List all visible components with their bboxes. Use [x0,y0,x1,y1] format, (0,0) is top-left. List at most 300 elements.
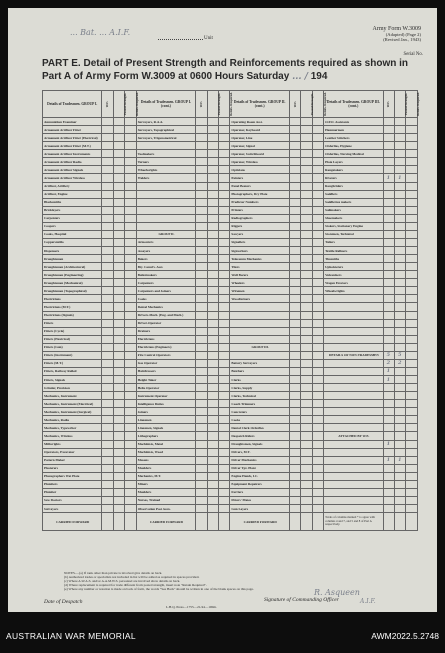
count-cell[interactable] [301,424,312,432]
count-cell[interactable] [125,505,136,513]
count-cell[interactable] [301,230,312,238]
count-cell[interactable] [395,472,406,480]
count-cell[interactable] [196,287,207,295]
count-cell[interactable] [301,295,312,303]
count-cell[interactable] [312,319,323,327]
count-cell[interactable] [219,198,230,206]
count-cell[interactable] [406,424,418,432]
count-cell[interactable] [383,279,394,287]
count-cell[interactable] [406,480,418,488]
carried-forward-cell[interactable] [383,513,394,531]
count-cell[interactable] [196,505,207,513]
count-cell[interactable] [289,367,300,375]
count-cell[interactable] [113,343,124,351]
count-cell[interactable] [113,190,124,198]
count-cell[interactable] [301,359,312,367]
count-cell[interactable] [125,472,136,480]
count-cell[interactable] [383,400,394,408]
count-cell[interactable] [395,384,406,392]
count-cell[interactable] [289,230,300,238]
count-cell[interactable] [219,424,230,432]
count-cell[interactable] [301,271,312,279]
count-cell[interactable] [301,440,312,448]
count-cell[interactable] [196,174,207,182]
count-cell[interactable] [383,448,394,456]
count-cell[interactable] [289,295,300,303]
count-cell[interactable] [207,448,218,456]
count-cell[interactable] [406,174,418,182]
count-cell[interactable] [219,440,230,448]
count-cell[interactable] [395,392,406,400]
count-cell[interactable] [219,271,230,279]
count-cell[interactable] [383,263,394,271]
count-cell[interactable] [289,126,300,134]
count-cell[interactable] [102,230,113,238]
count-cell[interactable] [113,456,124,464]
count-cell[interactable] [113,416,124,424]
count-cell[interactable] [289,351,300,359]
count-cell[interactable] [113,303,124,311]
count-cell[interactable] [219,222,230,230]
count-cell[interactable] [219,134,230,142]
count-cell[interactable] [219,263,230,271]
count-cell[interactable] [125,238,136,246]
count-cell[interactable] [102,432,113,440]
count-cell[interactable] [395,327,406,335]
count-cell[interactable] [312,464,323,472]
count-cell[interactable] [406,255,418,263]
count-cell[interactable] [289,448,300,456]
count-cell[interactable] [395,416,406,424]
count-cell[interactable] [406,126,418,134]
carried-forward-cell[interactable] [406,513,418,531]
count-cell[interactable] [395,150,406,158]
count-cell[interactable] [383,327,394,335]
count-cell[interactable] [312,247,323,255]
count-cell[interactable] [289,271,300,279]
count-cell[interactable] [406,335,418,343]
count-cell[interactable] [196,190,207,198]
count-cell[interactable] [102,166,113,174]
count-cell[interactable] [312,400,323,408]
count-cell[interactable] [406,384,418,392]
count-cell[interactable] [113,448,124,456]
count-cell[interactable] [289,464,300,472]
count-cell[interactable] [406,456,418,464]
count-cell[interactable] [312,376,323,384]
count-cell[interactable] [383,247,394,255]
count-cell[interactable] [207,335,218,343]
carried-forward-cell[interactable] [312,513,323,531]
count-cell[interactable] [125,158,136,166]
count-cell[interactable] [301,287,312,295]
count-cell[interactable] [113,222,124,230]
count-cell[interactable] [196,182,207,190]
count-cell[interactable] [395,126,406,134]
count-cell[interactable] [219,384,230,392]
count-cell[interactable] [102,174,113,182]
count-cell[interactable] [125,134,136,142]
count-cell[interactable] [113,335,124,343]
count-cell[interactable] [125,335,136,343]
count-cell[interactable] [113,214,124,222]
count-cell[interactable] [395,255,406,263]
count-cell[interactable] [383,150,394,158]
count-cell[interactable] [301,255,312,263]
count-cell[interactable] [312,424,323,432]
count-cell[interactable] [219,392,230,400]
count-cell[interactable] [207,496,218,504]
count-cell[interactable] [125,400,136,408]
count-cell[interactable] [289,206,300,214]
count-cell[interactable] [395,505,406,513]
count-cell[interactable] [113,327,124,335]
count-cell[interactable] [125,287,136,295]
count-cell[interactable] [125,198,136,206]
count-cell[interactable] [312,158,323,166]
count-cell[interactable] [219,376,230,384]
count-cell[interactable] [113,392,124,400]
count-cell[interactable] [125,424,136,432]
count-cell[interactable] [196,480,207,488]
count-cell[interactable] [102,392,113,400]
count-cell[interactable] [406,400,418,408]
count-cell[interactable] [196,271,207,279]
count-cell[interactable] [289,400,300,408]
count-cell[interactable] [383,488,394,496]
count-cell[interactable] [102,472,113,480]
count-cell[interactable] [312,182,323,190]
count-cell[interactable] [383,496,394,504]
count-cell[interactable] [383,359,394,367]
count-cell[interactable] [196,440,207,448]
count-cell[interactable] [406,432,418,440]
count-cell[interactable] [113,505,124,513]
count-cell[interactable] [289,238,300,246]
count-cell[interactable] [406,198,418,206]
count-cell[interactable] [102,311,113,319]
count-cell[interactable] [102,158,113,166]
count-cell[interactable] [301,238,312,246]
count-cell[interactable] [301,247,312,255]
count-cell[interactable] [383,376,394,384]
count-cell[interactable] [207,456,218,464]
count-cell[interactable] [207,134,218,142]
count-cell[interactable] [301,198,312,206]
count-cell[interactable] [219,432,230,440]
count-cell[interactable] [219,279,230,287]
count-cell[interactable] [113,247,124,255]
count-cell[interactable] [289,118,300,126]
count-cell[interactable] [102,263,113,271]
count-cell[interactable] [289,327,300,335]
count-cell[interactable] [406,464,418,472]
count-cell[interactable] [301,134,312,142]
count-cell[interactable] [196,142,207,150]
count-cell[interactable] [113,488,124,496]
count-cell[interactable] [395,198,406,206]
count-cell[interactable] [207,480,218,488]
count-cell[interactable] [113,464,124,472]
count-cell[interactable] [301,319,312,327]
carried-forward-cell[interactable] [113,513,124,531]
count-cell[interactable] [219,142,230,150]
count-cell[interactable] [102,295,113,303]
count-cell[interactable] [406,351,418,359]
count-cell[interactable] [219,295,230,303]
count-cell[interactable] [207,505,218,513]
count-cell[interactable] [219,311,230,319]
count-cell[interactable] [289,198,300,206]
count-cell[interactable] [312,255,323,263]
count-cell[interactable] [312,126,323,134]
count-cell[interactable] [383,271,394,279]
count-cell[interactable] [289,488,300,496]
count-cell[interactable] [219,408,230,416]
count-cell[interactable] [301,367,312,375]
count-cell[interactable] [301,416,312,424]
count-cell[interactable] [395,343,406,351]
count-cell[interactable] [196,118,207,126]
count-cell[interactable] [207,118,218,126]
count-cell[interactable] [113,432,124,440]
count-cell[interactable] [312,263,323,271]
count-cell[interactable] [301,263,312,271]
count-cell[interactable] [395,206,406,214]
count-cell[interactable] [207,376,218,384]
count-cell[interactable] [196,488,207,496]
count-cell[interactable] [289,432,300,440]
count-cell[interactable] [113,496,124,504]
count-cell[interactable] [395,222,406,230]
count-cell[interactable] [196,496,207,504]
count-cell[interactable] [312,174,323,182]
count-cell[interactable] [383,174,394,182]
count-cell[interactable] [196,150,207,158]
count-cell[interactable] [383,287,394,295]
count-cell[interactable] [219,238,230,246]
count-cell[interactable] [219,126,230,134]
count-cell[interactable] [395,351,406,359]
count-cell[interactable] [301,142,312,150]
count-cell[interactable] [301,150,312,158]
count-cell[interactable] [102,408,113,416]
count-cell[interactable] [406,271,418,279]
count-cell[interactable] [312,456,323,464]
count-cell[interactable] [289,472,300,480]
count-cell[interactable] [383,166,394,174]
count-cell[interactable] [113,158,124,166]
count-cell[interactable] [125,182,136,190]
count-cell[interactable] [289,150,300,158]
count-cell[interactable] [395,335,406,343]
count-cell[interactable] [102,182,113,190]
count-cell[interactable] [113,126,124,134]
count-cell[interactable] [125,351,136,359]
count-cell[interactable] [312,142,323,150]
count-cell[interactable] [113,279,124,287]
count-cell[interactable] [207,488,218,496]
count-cell[interactable] [289,343,300,351]
count-cell[interactable] [196,166,207,174]
count-cell[interactable] [383,424,394,432]
count-cell[interactable] [312,134,323,142]
carried-forward-cell[interactable] [301,513,312,531]
count-cell[interactable] [289,376,300,384]
count-cell[interactable] [102,327,113,335]
count-cell[interactable] [312,440,323,448]
count-cell[interactable] [406,247,418,255]
count-cell[interactable] [207,206,218,214]
count-cell[interactable] [125,432,136,440]
count-cell[interactable] [289,166,300,174]
count-cell[interactable] [383,416,394,424]
count-cell[interactable] [113,206,124,214]
count-cell[interactable] [395,190,406,198]
count-cell[interactable] [383,335,394,343]
count-cell[interactable] [406,311,418,319]
count-cell[interactable] [395,448,406,456]
count-cell[interactable] [289,335,300,343]
count-cell[interactable] [196,247,207,255]
count-cell[interactable] [219,400,230,408]
count-cell[interactable] [301,343,312,351]
count-cell[interactable] [312,359,323,367]
count-cell[interactable] [312,505,323,513]
count-cell[interactable] [301,182,312,190]
count-cell[interactable] [219,343,230,351]
count-cell[interactable] [196,230,207,238]
count-cell[interactable] [196,311,207,319]
count-cell[interactable] [383,190,394,198]
count-cell[interactable] [301,408,312,416]
count-cell[interactable] [207,126,218,134]
count-cell[interactable] [113,255,124,263]
count-cell[interactable] [301,400,312,408]
count-cell[interactable] [289,408,300,416]
count-cell[interactable] [289,287,300,295]
count-cell[interactable] [102,335,113,343]
count-cell[interactable] [196,376,207,384]
count-cell[interactable] [383,464,394,472]
count-cell[interactable] [125,359,136,367]
count-cell[interactable] [383,456,394,464]
count-cell[interactable] [406,343,418,351]
count-cell[interactable] [395,134,406,142]
count-cell[interactable] [102,367,113,375]
count-cell[interactable] [196,126,207,134]
count-cell[interactable] [113,480,124,488]
count-cell[interactable] [312,271,323,279]
count-cell[interactable] [207,230,218,238]
count-cell[interactable] [395,214,406,222]
count-cell[interactable] [406,319,418,327]
count-cell[interactable] [289,190,300,198]
carried-forward-cell[interactable] [125,513,136,531]
count-cell[interactable] [125,488,136,496]
count-cell[interactable] [102,351,113,359]
count-cell[interactable] [383,311,394,319]
count-cell[interactable] [207,142,218,150]
count-cell[interactable] [395,319,406,327]
count-cell[interactable] [289,222,300,230]
count-cell[interactable] [207,222,218,230]
count-cell[interactable] [219,456,230,464]
count-cell[interactable] [113,440,124,448]
count-cell[interactable] [196,295,207,303]
count-cell[interactable] [301,392,312,400]
count-cell[interactable] [289,174,300,182]
count-cell[interactable] [219,247,230,255]
count-cell[interactable] [125,126,136,134]
count-cell[interactable] [301,303,312,311]
count-cell[interactable] [113,295,124,303]
count-cell[interactable] [219,416,230,424]
count-cell[interactable] [113,319,124,327]
count-cell[interactable] [383,505,394,513]
count-cell[interactable] [196,424,207,432]
count-cell[interactable] [102,343,113,351]
count-cell[interactable] [207,198,218,206]
carried-forward-cell[interactable] [196,513,207,531]
count-cell[interactable] [395,367,406,375]
count-cell[interactable] [406,166,418,174]
count-cell[interactable] [207,174,218,182]
count-cell[interactable] [406,472,418,480]
count-cell[interactable] [196,255,207,263]
count-cell[interactable] [196,448,207,456]
count-cell[interactable] [395,400,406,408]
count-cell[interactable] [301,376,312,384]
count-cell[interactable] [207,400,218,408]
count-cell[interactable] [312,303,323,311]
count-cell[interactable] [383,158,394,166]
count-cell[interactable] [196,206,207,214]
count-cell[interactable] [207,392,218,400]
count-cell[interactable] [383,118,394,126]
count-cell[interactable] [289,303,300,311]
count-cell[interactable] [196,335,207,343]
count-cell[interactable] [395,424,406,432]
count-cell[interactable] [395,464,406,472]
count-cell[interactable] [395,118,406,126]
count-cell[interactable] [301,174,312,182]
count-cell[interactable] [406,303,418,311]
count-cell[interactable] [406,496,418,504]
count-cell[interactable] [219,359,230,367]
count-cell[interactable] [301,496,312,504]
count-cell[interactable] [289,392,300,400]
count-cell[interactable] [289,496,300,504]
count-cell[interactable] [301,480,312,488]
count-cell[interactable] [196,303,207,311]
count-cell[interactable] [406,190,418,198]
count-cell[interactable] [406,440,418,448]
count-cell[interactable] [102,118,113,126]
count-cell[interactable] [219,327,230,335]
count-cell[interactable] [125,271,136,279]
count-cell[interactable] [289,440,300,448]
carried-forward-cell[interactable] [207,513,218,531]
count-cell[interactable] [301,279,312,287]
count-cell[interactable] [395,271,406,279]
count-cell[interactable] [196,158,207,166]
count-cell[interactable] [102,255,113,263]
count-cell[interactable] [406,488,418,496]
count-cell[interactable] [102,214,113,222]
count-cell[interactable] [395,238,406,246]
count-cell[interactable] [289,134,300,142]
